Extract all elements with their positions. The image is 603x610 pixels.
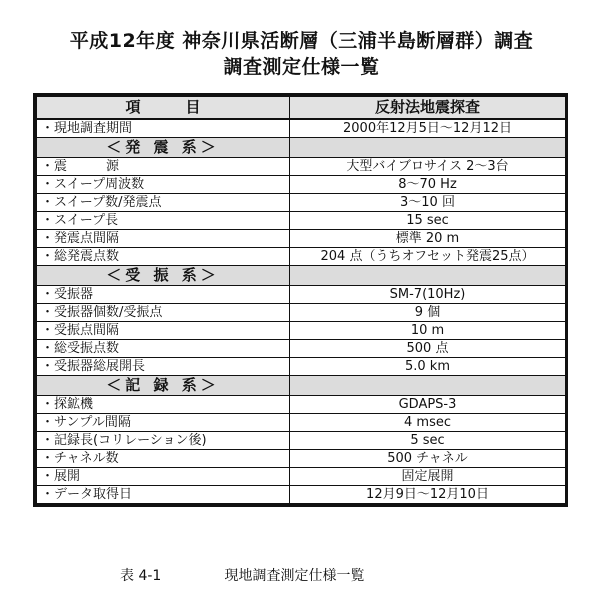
row-label: ・受振点間隔 — [37, 322, 290, 340]
document-title: 平成12年度 神奈川県活断層（三浦半島断層群）調査 — [69, 30, 534, 52]
row-label: ・発震点間隔 — [37, 230, 290, 248]
row-value: 標準 20 m — [290, 230, 566, 248]
row-label: ・チャネル数 — [37, 450, 290, 468]
section-header-label: ＜記 録 系＞ — [37, 376, 290, 396]
row-value: 固定展開 — [290, 468, 566, 486]
row-value: 5.0 km — [290, 358, 566, 376]
section-header-blank — [290, 266, 566, 286]
section-header-label: ＜受 振 系＞ — [37, 266, 290, 286]
row-label: ・探鉱機 — [37, 396, 290, 414]
table-row — [37, 176, 566, 194]
section-header-row — [37, 138, 566, 158]
section-header-label: ＜発 震 系＞ — [37, 138, 290, 158]
table-caption — [120, 565, 364, 585]
section-header-blank — [290, 376, 566, 396]
table-row — [37, 432, 566, 450]
table-row — [37, 119, 566, 138]
table-row — [37, 450, 566, 468]
table-row — [37, 158, 566, 176]
row-value: GDAPS-3 — [290, 396, 566, 414]
row-value: 500 チャネル — [290, 450, 566, 468]
spec-table-frame — [33, 93, 568, 507]
table-body — [37, 119, 566, 504]
table-row — [37, 322, 566, 340]
row-value: 204 点（うちオフセット発震25点） — [290, 248, 566, 266]
row-label: ・記録長(コリレーション後) — [37, 432, 290, 450]
row-label: ・スイープ数/発震点 — [37, 194, 290, 212]
table-row — [37, 486, 566, 504]
table-row — [37, 340, 566, 358]
table-row — [37, 396, 566, 414]
row-label: ・データ取得日 — [37, 486, 290, 504]
section-header-row — [37, 376, 566, 396]
section-header-blank — [290, 138, 566, 158]
caption-text: 現地調査測定仕様一覧 — [224, 568, 365, 584]
table-row — [37, 194, 566, 212]
row-label: ・展開 — [37, 468, 290, 486]
row-label: ・スイープ周波数 — [37, 176, 290, 194]
row-value: 2000年12月5日～12月12日 — [290, 119, 566, 138]
spec-table — [36, 96, 566, 504]
row-value: 12月9日～12月10日 — [290, 486, 566, 504]
row-value: 4 msec — [290, 414, 566, 432]
table-row — [37, 414, 566, 432]
header-item: 項 目 — [37, 97, 290, 120]
row-label: ・受振器個数/受振点 — [37, 304, 290, 322]
row-value: SM-7(10Hz) — [290, 286, 566, 304]
row-label: ・震 源 — [37, 158, 290, 176]
row-value: 大型バイブロサイス 2～3台 — [290, 158, 566, 176]
row-label: ・スイープ長 — [37, 212, 290, 230]
row-value: 3～10 回 — [290, 194, 566, 212]
header-value: 反射法地震探査 — [290, 97, 566, 120]
table-row — [37, 468, 566, 486]
table-row — [37, 358, 566, 376]
row-label: ・サンプル間隔 — [37, 414, 290, 432]
section-header-row — [37, 266, 566, 286]
row-value: 10 m — [290, 322, 566, 340]
row-value: 5 sec — [290, 432, 566, 450]
row-value: 500 点 — [290, 340, 566, 358]
row-label: ・現地調査期間 — [37, 119, 290, 138]
caption-number: 表 4-1 — [120, 568, 162, 584]
document-subtitle: 調査測定仕様一覧 — [223, 56, 380, 78]
row-label: ・総発震点数 — [37, 248, 290, 266]
row-label: ・総受振点数 — [37, 340, 290, 358]
row-value: 8～70 Hz — [290, 176, 566, 194]
table-row — [37, 304, 566, 322]
row-label: ・受振器 — [37, 286, 290, 304]
table-row — [37, 230, 566, 248]
row-label: ・受振器総展開長 — [37, 358, 290, 376]
row-value: 9 個 — [290, 304, 566, 322]
table-row — [37, 248, 566, 266]
table-header-row — [37, 97, 566, 120]
row-value: 15 sec — [290, 212, 566, 230]
table-row — [37, 212, 566, 230]
table-row — [37, 286, 566, 304]
